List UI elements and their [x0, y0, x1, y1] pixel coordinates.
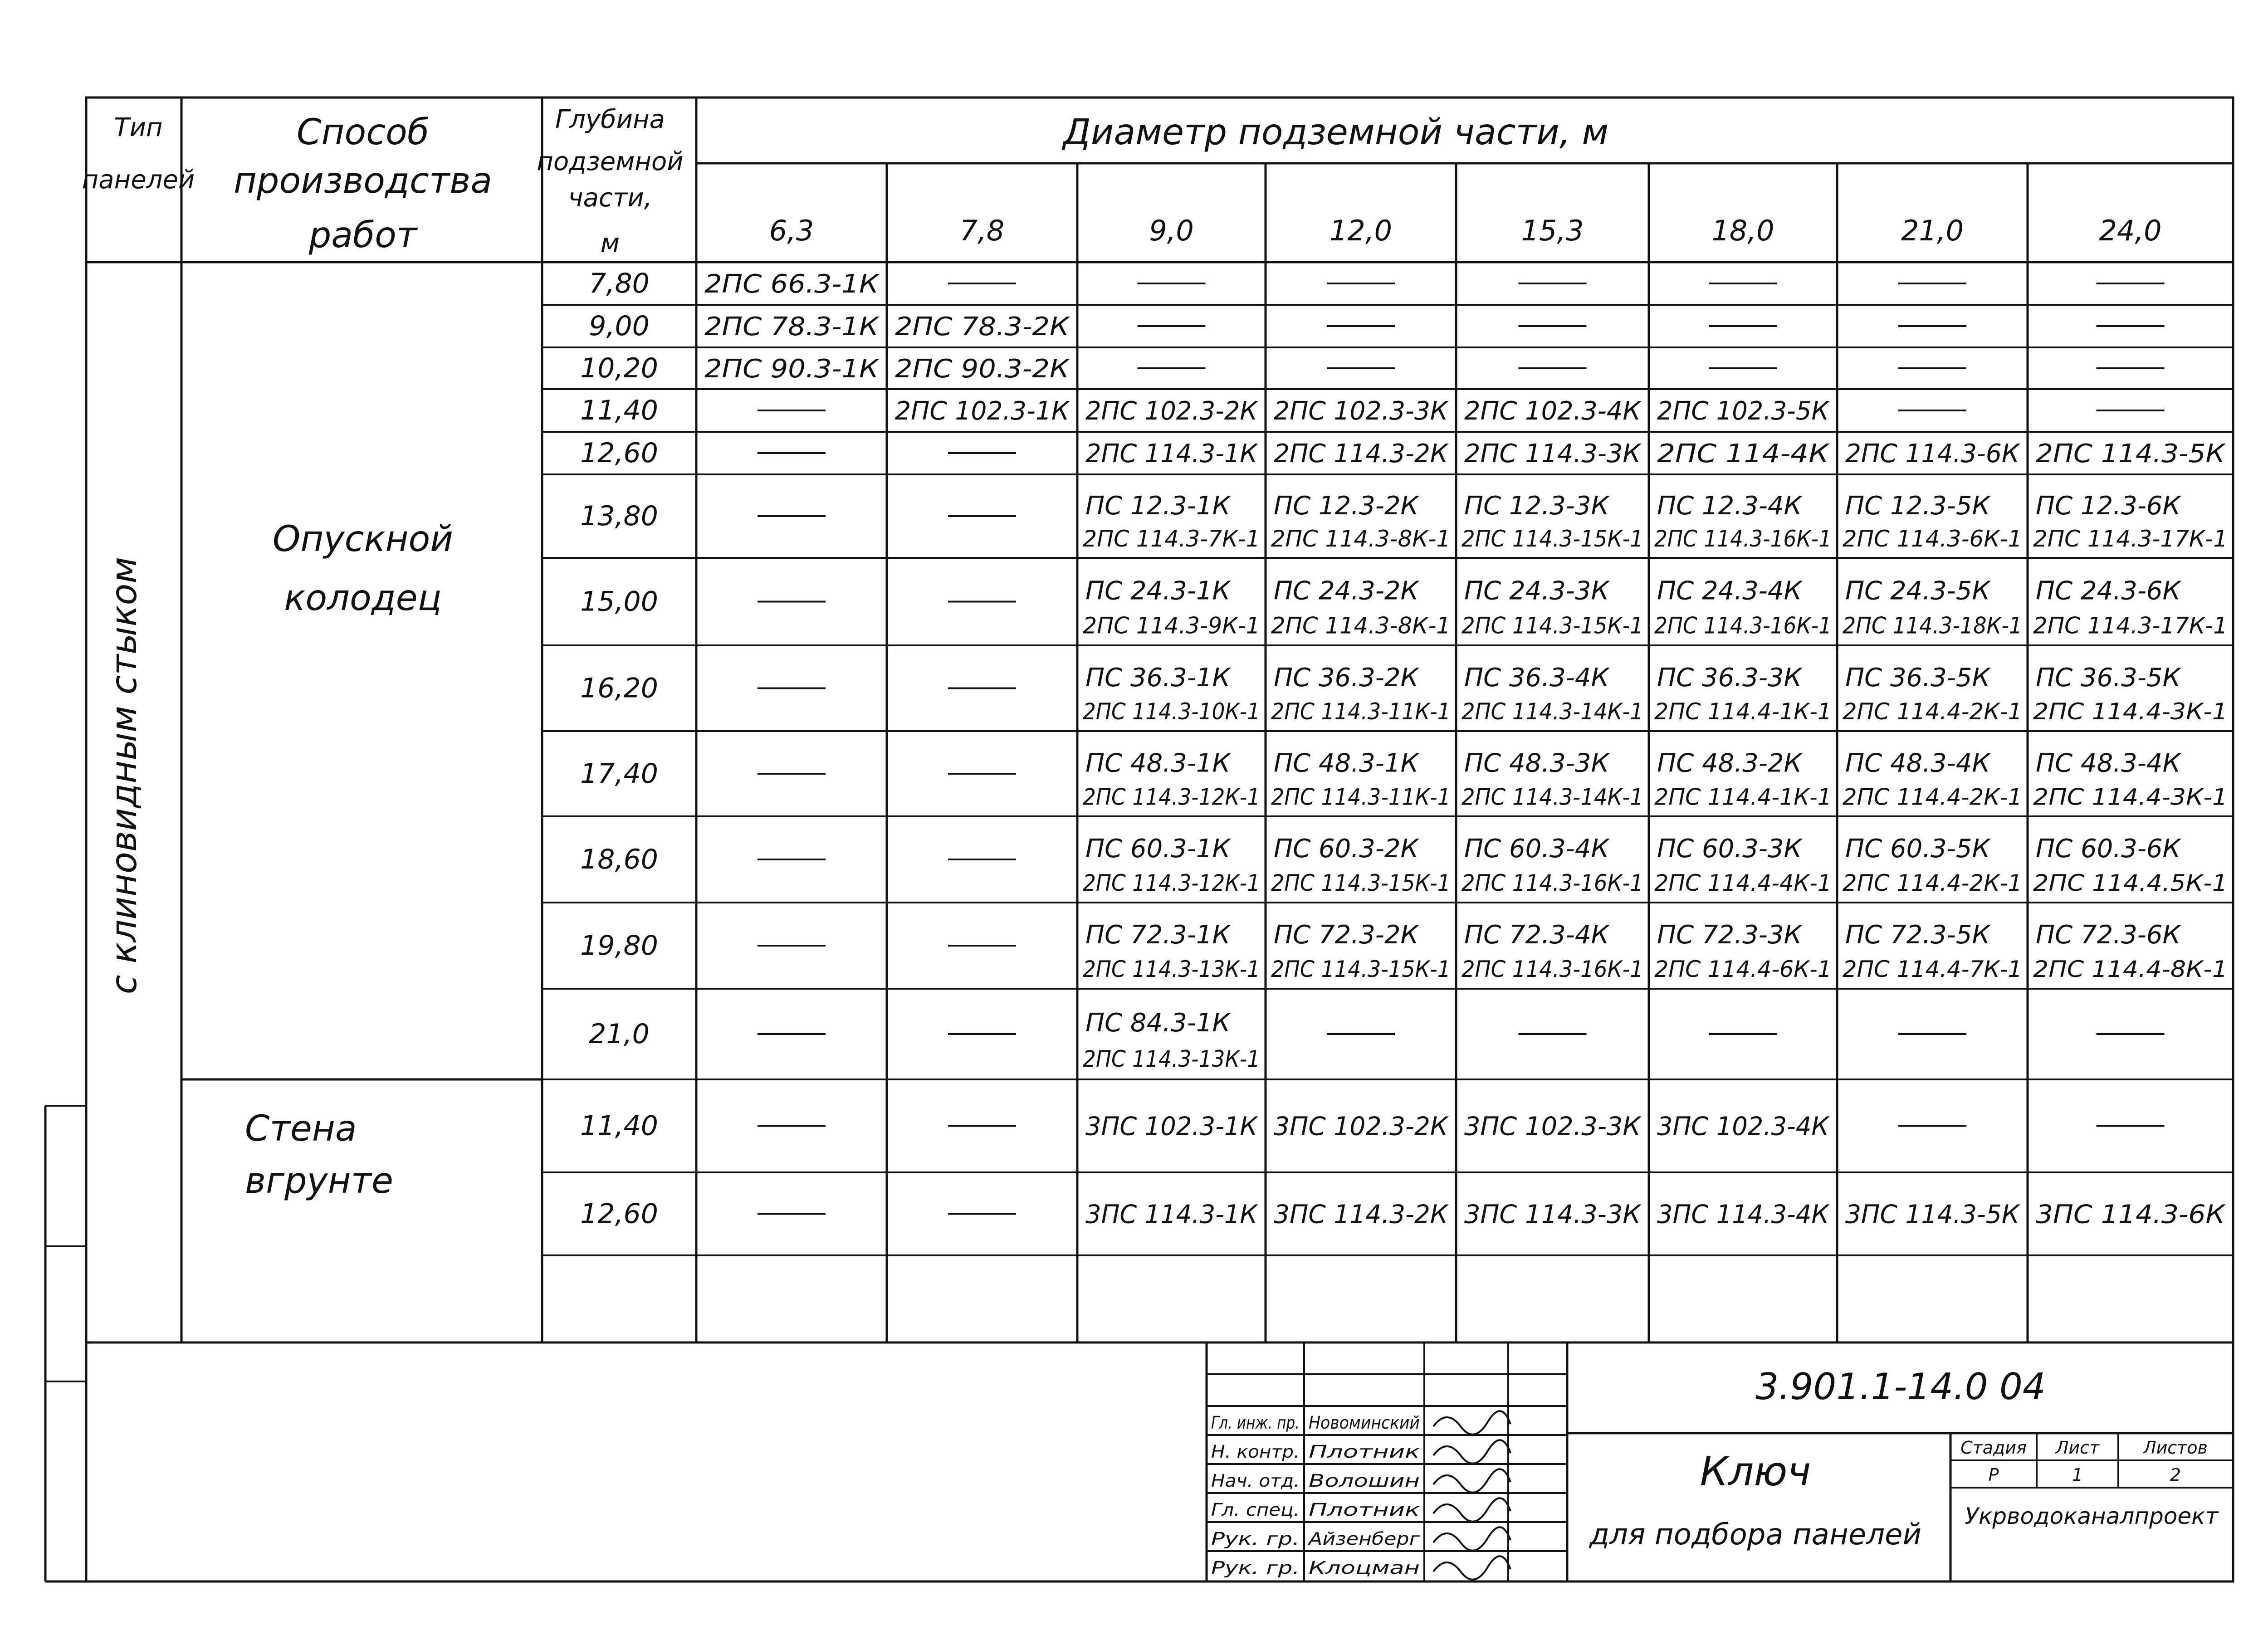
panel-mark: 2ПС 114.3-3К	[1464, 439, 1642, 469]
panel-mark: ПС 24.3-4К	[1657, 576, 1802, 606]
panel-mark: 3ПС 102.3-4К	[1657, 1112, 1830, 1142]
panel-mark: ПС 48.3-4К	[2036, 748, 2181, 778]
panel-mark: ПС 12.3-3К	[1464, 491, 1609, 521]
panel-mark-secondary: 2ПС 114.3-17К-1	[2033, 612, 2228, 639]
diameter-label: 6,3	[769, 214, 814, 247]
panel-mark: ПС 36.3-3К	[1657, 663, 1802, 693]
panel-mark: 3ПС 114.3-2К	[1274, 1200, 1449, 1230]
sheets-label: Листов	[2143, 1438, 2208, 1458]
signatory-name: Волошин	[1309, 1471, 1420, 1491]
panel-mark: ПС 12.3-1К	[1085, 491, 1231, 521]
depth-value: 16,20	[580, 672, 658, 704]
panel-mark-secondary: 2ПС 114.3-18К-1	[1843, 612, 2022, 639]
diameter-label: 21,0	[1901, 214, 1964, 247]
panel-mark: 3ПС 114.3-6К	[2036, 1200, 2226, 1230]
panel-mark: 2ПС 102.3-4К	[1464, 396, 1642, 426]
table-body	[580, 268, 2228, 1230]
panel-mark: ПС 72.3-1К	[1085, 920, 1231, 950]
signatory-name: Клоцман	[1309, 1558, 1420, 1578]
panel-mark: 3ПС 114.3-5К	[1845, 1200, 2021, 1230]
stage-label: Стадия	[1960, 1438, 2027, 1458]
diameter-label: 12,0	[1329, 214, 1393, 247]
depth-value: 11,40	[580, 1110, 658, 1142]
panel-mark: ПС 48.3-1К	[1274, 748, 1419, 778]
panel-mark: ПС 48.3-3К	[1464, 748, 1609, 778]
method-header-line3: работ	[308, 215, 417, 256]
panel-mark: 3ПС 114.3-1К	[1085, 1200, 1259, 1230]
panel-mark-secondary: 2ПС 114.3-16К-1	[1654, 612, 1832, 639]
panel-mark-secondary: 2ПС 114.4-6К-1	[1654, 956, 1832, 982]
signatory-role: Гл. спец.	[1211, 1500, 1300, 1520]
panel-mark-secondary: 2ПС 114.4-7К-1	[1843, 956, 2022, 982]
panel-mark-secondary: 2ПС 114.3-12К-1	[1083, 784, 1260, 810]
panel-mark: ПС 48.3-2К	[1657, 748, 1802, 778]
panel-mark: ПС 12.3-4К	[1657, 491, 1802, 521]
drawing-title-line2: для подбора панелей	[1589, 1518, 1922, 1552]
panel-mark: 2ПС 90.3-2К	[895, 354, 1070, 384]
panel-mark-secondary: 2ПС 114.3-14К-1	[1461, 698, 1643, 725]
panel-mark: 2ПС 102.3-3К	[1274, 396, 1449, 426]
diameter-labels	[769, 214, 2162, 247]
organization: Укрводоканалпроект	[1965, 1503, 2219, 1529]
panel-mark: 3ПС 102.3-2К	[1274, 1112, 1449, 1142]
panel-mark: ПС 36.3-5К	[1845, 663, 1990, 693]
panel-mark: 2ПС 66.3-1К	[704, 269, 880, 299]
method-sinking-well-line2: колодец	[284, 578, 442, 619]
signature-scribble	[1433, 1440, 1510, 1464]
panel-mark: ПС 36.3-1К	[1085, 663, 1231, 693]
panel-mark-secondary: 2ПС 114.3-11К-1	[1271, 698, 1451, 725]
depth-value: 7,80	[589, 268, 650, 299]
signature-scribble	[1433, 1498, 1510, 1522]
panel-mark-secondary: 2ПС 114.4-2К-1	[1843, 870, 2022, 896]
diameter-header: Диаметр подземной части, м	[1063, 112, 1609, 153]
panel-mark: ПС 48.3-4К	[1845, 748, 1990, 778]
diameter-label: 7,8	[959, 214, 1005, 247]
panel-mark-secondary: 2ПС 114.3-14К-1	[1461, 784, 1643, 810]
panel-mark: ПС 60.3-5К	[1845, 834, 1990, 864]
panel-mark: ПС 60.3-4К	[1464, 834, 1609, 864]
panel-mark-secondary: 2ПС 114.3-6К-1	[1843, 526, 2022, 552]
panel-mark-secondary: 2ПС 114.3-8К-1	[1271, 612, 1451, 639]
panel-mark: ПС 72.3-5К	[1845, 920, 1990, 950]
panel-mark: 2ПС 114.3-1К	[1085, 439, 1259, 469]
panel-mark-secondary: 2ПС 114.3-10К-1	[1083, 698, 1260, 725]
depth-value: 21,0	[589, 1018, 650, 1050]
panel-mark: ПС 84.3-1К	[1085, 1008, 1231, 1038]
panel-mark-secondary: 2ПС 114.3-11К-1	[1271, 784, 1451, 810]
panel-mark-secondary: 2ПС 114.4.5К-1	[2033, 870, 2228, 896]
method-slurry-wall-line1: Стена	[245, 1108, 357, 1149]
panel-mark: ПС 36.3-4К	[1464, 663, 1609, 693]
signature-scribble	[1433, 1469, 1510, 1493]
panel-mark-secondary: 2ПС 114.4-2К-1	[1843, 784, 2022, 810]
panel-mark-secondary: 2ПС 114.3-16К-1	[1461, 870, 1643, 896]
diameter-label: 9,0	[1149, 214, 1194, 247]
panel-mark: ПС 12.3-2К	[1274, 491, 1419, 521]
signatory-role: Гл. инж. пр.	[1211, 1413, 1300, 1433]
panel-mark: ПС 72.3-2К	[1274, 920, 1419, 950]
panel-mark: 2ПС 102.3-1К	[895, 396, 1070, 426]
panel-mark-secondary: 2ПС 114.3-13К-1	[1083, 956, 1260, 982]
panel-mark-secondary: 2ПС 114.3-8К-1	[1271, 526, 1451, 552]
signatory-name: Айзенберг	[1307, 1529, 1421, 1549]
signatory-role: Нач. отд.	[1211, 1471, 1300, 1491]
panel-mark: ПС 60.3-6К	[2036, 834, 2181, 864]
panel-mark-secondary: 2ПС 114.4-3К-1	[2033, 784, 2228, 810]
panel-mark: 2ПС 78.3-1К	[704, 312, 880, 342]
depth-value: 9,00	[589, 310, 650, 342]
depth-value: 12,60	[580, 1198, 658, 1230]
panel-mark: 2ПС 78.3-2К	[895, 312, 1070, 342]
panel-mark: ПС 12.3-5К	[1845, 491, 1990, 521]
type-header-line2: панелей	[82, 165, 195, 195]
method-header-line1: Способ	[297, 112, 429, 153]
document-code: 3.901.1-14.0 04	[1755, 1366, 2046, 1408]
depth-value: 17,40	[580, 758, 658, 790]
panel-mark: 2ПС 102.3-5К	[1657, 396, 1830, 426]
panel-mark: ПС 48.3-1К	[1085, 748, 1231, 778]
panel-mark-secondary: 2ПС 114.3-13К-1	[1083, 1046, 1260, 1072]
panel-mark: ПС 12.3-6К	[2036, 491, 2181, 521]
depth-value: 10,20	[580, 352, 658, 384]
sheets-value: 2	[2170, 1465, 2181, 1485]
panel-mark-secondary: 2ПС 114.3-15К-1	[1271, 956, 1451, 982]
panel-mark: 3ПС 114.3-3К	[1464, 1200, 1642, 1230]
panel-mark: 2ПС 114.3-5К	[2036, 439, 2226, 469]
stage-value: Р	[1988, 1465, 1999, 1485]
panel-mark-secondary: 2ПС 114.3-17К-1	[2033, 526, 2228, 552]
depth-header-line2: подземной	[537, 147, 684, 176]
signature-scribble	[1433, 1527, 1510, 1551]
panel-mark-secondary: 2ПС 114.3-16К-1	[1654, 526, 1832, 552]
signatory-name: Плотник	[1309, 1500, 1420, 1520]
sheet-value: 1	[2072, 1465, 2083, 1485]
panel-mark: 3ПС 114.3-4К	[1657, 1200, 1830, 1230]
depth-header-line3: части,	[568, 183, 652, 213]
panel-type-label: с клиновидным стыком	[104, 556, 145, 995]
signatory-role: Рук. гр.	[1211, 1529, 1300, 1549]
method-sinking-well-line1: Опускной	[273, 519, 453, 560]
diameter-label: 18,0	[1711, 214, 1774, 247]
panel-mark: ПС 24.3-3К	[1464, 576, 1609, 606]
panel-mark: ПС 24.3-5К	[1845, 576, 1990, 606]
panel-mark: ПС 72.3-4К	[1464, 920, 1609, 950]
panel-mark-secondary: 2ПС 114.3-15К-1	[1461, 526, 1643, 552]
panel-mark-secondary: 2ПС 114.4-4К-1	[1654, 870, 1832, 896]
title-block	[1207, 1342, 2233, 1581]
signatory-name: Плотник	[1309, 1442, 1420, 1462]
signatory-role: Н. контр.	[1211, 1442, 1300, 1462]
panel-mark: 3ПС 102.3-3К	[1464, 1112, 1642, 1142]
depth-value: 18,60	[580, 844, 658, 875]
panel-mark: ПС 24.3-1К	[1085, 576, 1231, 606]
panel-mark: ПС 24.3-6К	[2036, 576, 2181, 606]
depth-header-line1: Глубина	[555, 105, 665, 134]
depth-value: 11,40	[580, 395, 658, 426]
diameter-label: 15,3	[1521, 214, 1584, 247]
panel-mark: 2ПС 102.3-2К	[1085, 396, 1259, 426]
method-slurry-wall-line2: вгрунте	[245, 1161, 394, 1201]
panel-mark: 2ПС 114.3-2К	[1274, 439, 1449, 469]
method-header-line2: производства	[233, 161, 493, 201]
diameter-label: 24,0	[2099, 214, 2162, 247]
panel-mark: ПС 60.3-3К	[1657, 834, 1802, 864]
panel-mark-secondary: 2ПС 114.3-16К-1	[1461, 956, 1643, 982]
panel-mark: 2ПС 90.3-1К	[704, 354, 880, 384]
panel-mark: 3ПС 102.3-1К	[1085, 1112, 1259, 1142]
panel-mark-secondary: 2ПС 114.3-7К-1	[1083, 526, 1260, 552]
panel-mark: 2ПС 114-4К	[1657, 439, 1830, 469]
drawing-title-line1: Ключ	[1700, 1448, 1811, 1495]
depth-value: 15,00	[580, 586, 658, 618]
panel-mark: 2ПС 114.3-6К	[1845, 439, 2021, 469]
signature-rows	[1207, 1374, 1567, 1580]
panel-mark-secondary: 2ПС 114.4-2К-1	[1843, 698, 2022, 725]
panel-mark-secondary: 2ПС 114.4-8К-1	[2033, 956, 2228, 982]
depth-value: 19,80	[580, 930, 658, 961]
type-header-line1: Тип	[114, 113, 163, 142]
panel-mark-secondary: 2ПС 114.4-3К-1	[2033, 698, 2228, 725]
signatory-name: Новоминский	[1309, 1413, 1420, 1433]
panel-mark: ПС 72.3-6К	[2036, 920, 2181, 950]
panel-mark-secondary: 2ПС 114.3-15К-1	[1461, 612, 1643, 639]
depth-value: 13,80	[580, 500, 658, 532]
signature-scribble	[1433, 1556, 1510, 1580]
sheet-label: Лист	[2055, 1438, 2100, 1458]
panel-mark: ПС 24.3-2К	[1274, 576, 1419, 606]
depth-header-line4: м	[600, 229, 620, 258]
panel-mark: ПС 60.3-1К	[1085, 834, 1231, 864]
panel-mark-secondary: 2ПС 114.4-1К-1	[1654, 698, 1832, 725]
panel-mark-secondary: 2ПС 114.3-12К-1	[1083, 870, 1260, 896]
panel-mark: ПС 36.3-5К	[2036, 663, 2181, 693]
depth-value: 12,60	[580, 437, 658, 469]
signature-scribble	[1433, 1411, 1510, 1435]
signatory-role: Рук. гр.	[1211, 1558, 1300, 1578]
panel-mark-secondary: 2ПС 114.4-1К-1	[1654, 784, 1832, 810]
panel-mark: ПС 72.3-3К	[1657, 920, 1802, 950]
panel-mark-secondary: 2ПС 114.3-9К-1	[1083, 612, 1260, 639]
panel-mark: ПС 60.3-2К	[1274, 834, 1419, 864]
panel-mark: ПС 36.3-2К	[1274, 663, 1419, 693]
panel-mark-secondary: 2ПС 114.3-15К-1	[1271, 870, 1451, 896]
